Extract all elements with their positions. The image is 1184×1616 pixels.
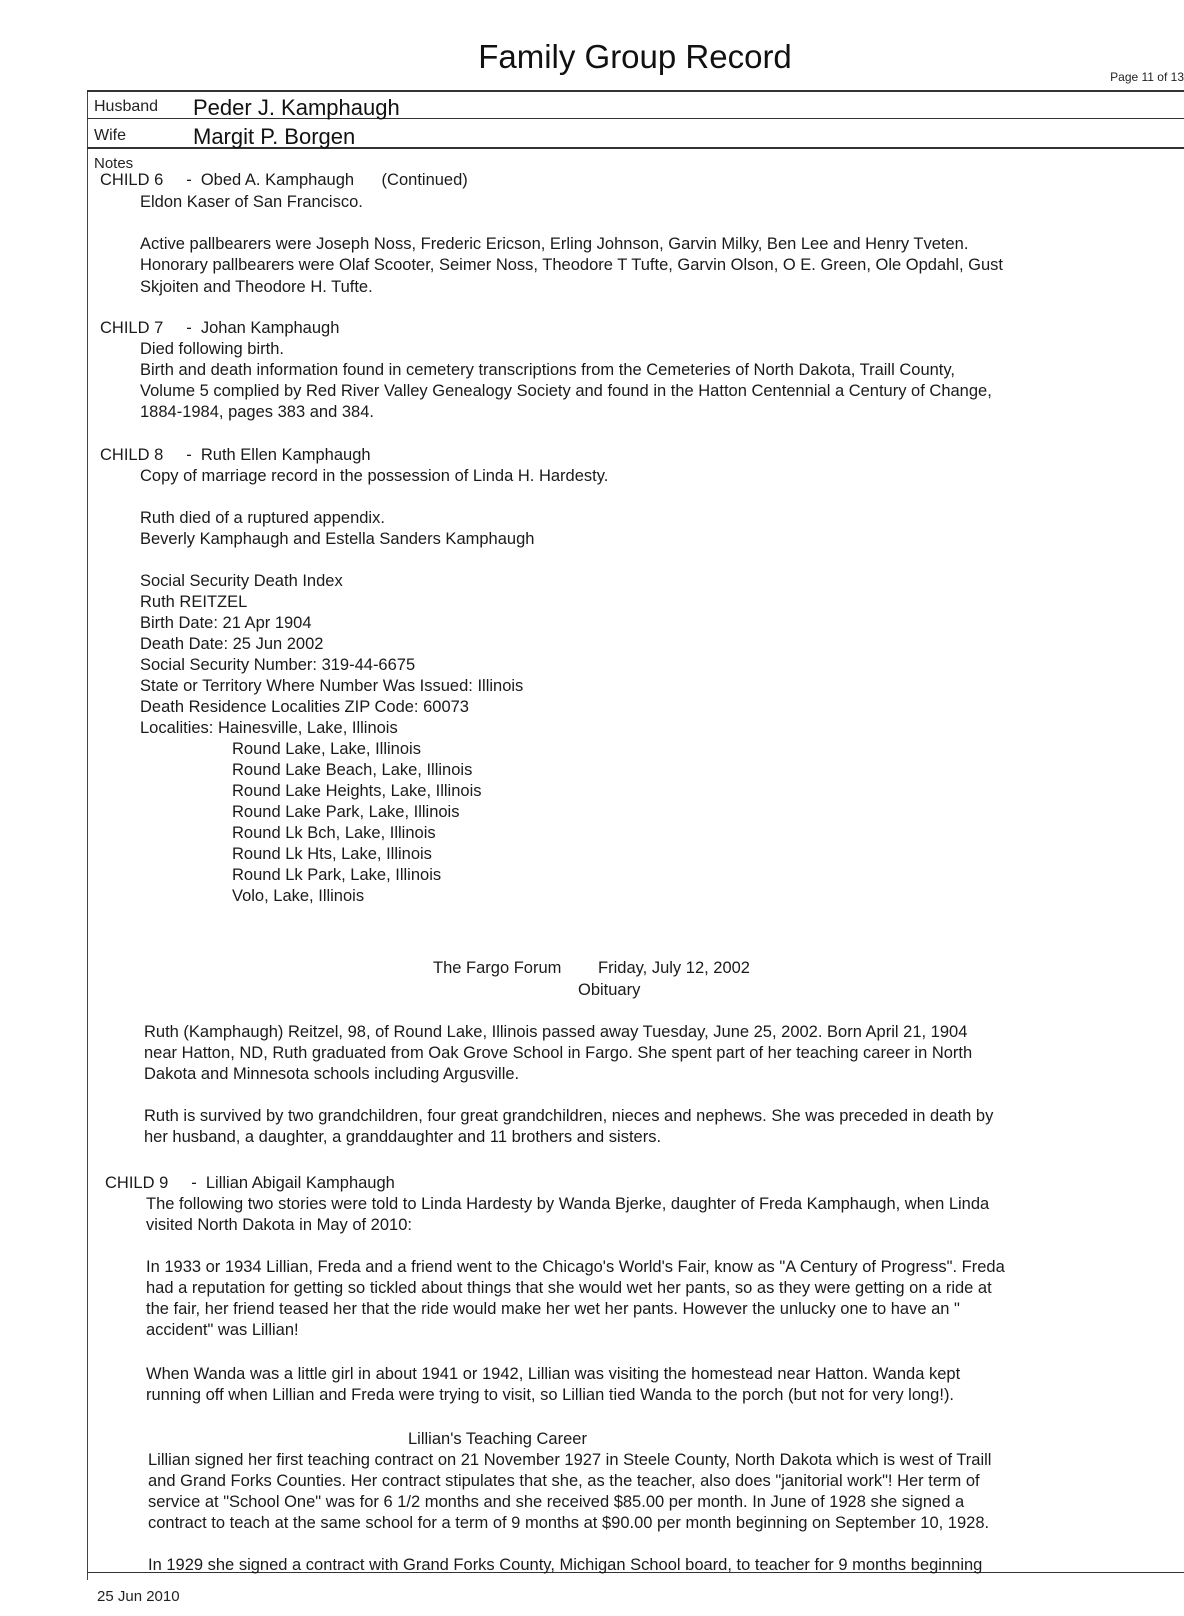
text-line: Social Security Death Index: [140, 572, 343, 590]
locality-line: Round Lk Bch, Lake, Illinois: [232, 824, 436, 842]
wife-label: Wife: [94, 127, 126, 144]
text-line: near Hatton, ND, Ruth graduated from Oak Grove School in Fargo. She spent part of her teaching career in North: [144, 1044, 973, 1062]
locality-line: Round Lake Beach, Lake, Illinois: [232, 761, 473, 779]
husband-name: Peder J. Kamphaugh: [193, 95, 400, 120]
text-line: running off when Lillian and Freda were trying to visit, so Lillian tied Wanda to the porch (but not for very long!).: [146, 1386, 955, 1404]
text-line: contract to teach at the same school for a term of 9 months at $90.00 per month beginning on September 10, 1928.: [148, 1514, 990, 1532]
text-line: Active pallbearers were Joseph Noss, Frederic Ericson, Erling Johnson, Garvin Milky, Ben Lee and Henry Tveten.: [140, 235, 969, 253]
child-7-heading: CHILD 7 - Johan Kamphaugh: [100, 319, 340, 337]
section-heading: Lillian's Teaching Career: [408, 1430, 587, 1448]
notes-label: Notes: [94, 155, 134, 172]
text-line: the fair, her friend teased her that the ride would make her wet her pants. However the unlucky one to have an ": [146, 1300, 960, 1318]
text-line: Ruth (Kamphaugh) Reitzel, 98, of Round Lake, Illinois passed away Tuesday, June 25, 2002. Born April 21, 1904: [144, 1023, 968, 1041]
text-line: Death Date: 25 Jun 2002: [140, 635, 324, 653]
text-line: Volume 5 complied by Red River Valley Genealogy Society and found in the Hatton Centennial a Century of Change,: [140, 382, 992, 400]
text-line: Beverly Kamphaugh and Estella Sanders Kamphaugh: [140, 530, 535, 548]
text-line: State or Territory Where Number Was Issued: Illinois: [140, 677, 524, 695]
text-line: Social Security Number: 319-44-6675: [140, 656, 416, 674]
text-line: Died following birth.: [140, 340, 284, 358]
text-line: service at "School One" was for 6 1/2 months and she received $85.00 per month. In June of 1928 she signed a: [148, 1493, 965, 1511]
child-8-heading: CHILD 8 - Ruth Ellen Kamphaugh: [100, 446, 371, 464]
text-line: Honorary pallbearers were Olaf Scooter, Seimer Noss, Theodore T Tufte, Garvin Olson, O E. Green, Ole Opdahl, Gust: [140, 256, 1003, 274]
text-line: Ruth is survived by two grandchildren, four great grandchildren, nieces and nephews. She was preceded in death by: [144, 1107, 994, 1125]
frame-left-border: [87, 92, 88, 1580]
text-line: had a reputation for getting so tickled about things that she would wet her pants, so as they were getting on a ride at: [146, 1279, 992, 1297]
text-line: Localities: Hainesville, Lake, Illinois: [140, 719, 398, 737]
text-line: Eldon Kaser of San Francisco.: [140, 193, 363, 211]
divider-top: [87, 90, 1184, 92]
wife-name: Margit P. Borgen: [193, 124, 356, 149]
text-line: and Grand Forks Counties. Her contract stipulates that she, as the teacher, also does "janitorial work"! Her term of: [148, 1472, 980, 1490]
text-line: In 1929 she signed a contract with Grand Forks County, Michigan School board, to teacher for 9 months beginning: [148, 1556, 983, 1574]
text-line: Dakota and Minnesota schools including Argusville.: [144, 1065, 520, 1083]
text-line: Ruth died of a ruptured appendix.: [140, 509, 385, 527]
text-line: In 1933 or 1934 Lillian, Freda and a friend went to the Chicago's World's Fair, know as "A Century of Progress". Freda: [146, 1258, 1005, 1276]
locality-line: Round Lake Park, Lake, Illinois: [232, 803, 460, 821]
child-9-heading: CHILD 9 - Lillian Abigail Kamphaugh: [105, 1174, 395, 1192]
text-line: Birth and death information found in cemetery transcriptions from the Cemeteries of North Dakota, Traill County,: [140, 361, 955, 379]
text-line: Ruth REITZEL: [140, 593, 248, 611]
obituary-heading: Obituary: [578, 981, 641, 999]
locality-line: Round Lake, Lake, Illinois: [232, 740, 421, 758]
text-line: Birth Date: 21 Apr 1904: [140, 614, 312, 632]
locality-line: Round Lk Park, Lake, Illinois: [232, 866, 442, 884]
locality-line: Round Lake Heights, Lake, Illinois: [232, 782, 482, 800]
text-line: Lillian signed her first teaching contract on 21 November 1927 in Steele County, North Dakota which is west of Traill: [148, 1451, 992, 1469]
text-line: Death Residence Localities ZIP Code: 60073: [140, 698, 469, 716]
footer-date: 25 Jun 2010: [97, 1588, 180, 1605]
text-line: accident" was Lillian!: [146, 1321, 299, 1339]
newspaper-heading: The Fargo Forum Friday, July 12, 2002: [433, 959, 750, 977]
page-number: Page 11 of 13: [1110, 70, 1184, 84]
husband-label: Husband: [94, 98, 159, 115]
text-line: her husband, a daughter, a granddaughter and 11 brothers and sisters.: [144, 1128, 662, 1146]
locality-line: Volo, Lake, Illinois: [232, 887, 365, 905]
locality-line: Round Lk Hts, Lake, Illinois: [232, 845, 432, 863]
text-line: visited North Dakota in May of 2010:: [146, 1216, 412, 1234]
text-line: 1884-1984, pages 383 and 384.: [140, 403, 374, 421]
text-line: Copy of marriage record in the possession of Linda H. Hardesty.: [140, 467, 609, 485]
text-line: Skjoiten and Theodore H. Tufte.: [140, 278, 373, 296]
text-line: The following two stories were told to Linda Hardesty by Wanda Bjerke, daughter of Freda Kamphaugh, when Linda: [146, 1195, 990, 1213]
page-title: Family Group Record: [478, 38, 792, 75]
text-line: When Wanda was a little girl in about 1941 or 1942, Lillian was visiting the homestead near Hatton. Wanda kept: [146, 1365, 961, 1383]
child-6-heading: CHILD 6 - Obed A. Kamphaugh (Continued): [100, 171, 468, 189]
